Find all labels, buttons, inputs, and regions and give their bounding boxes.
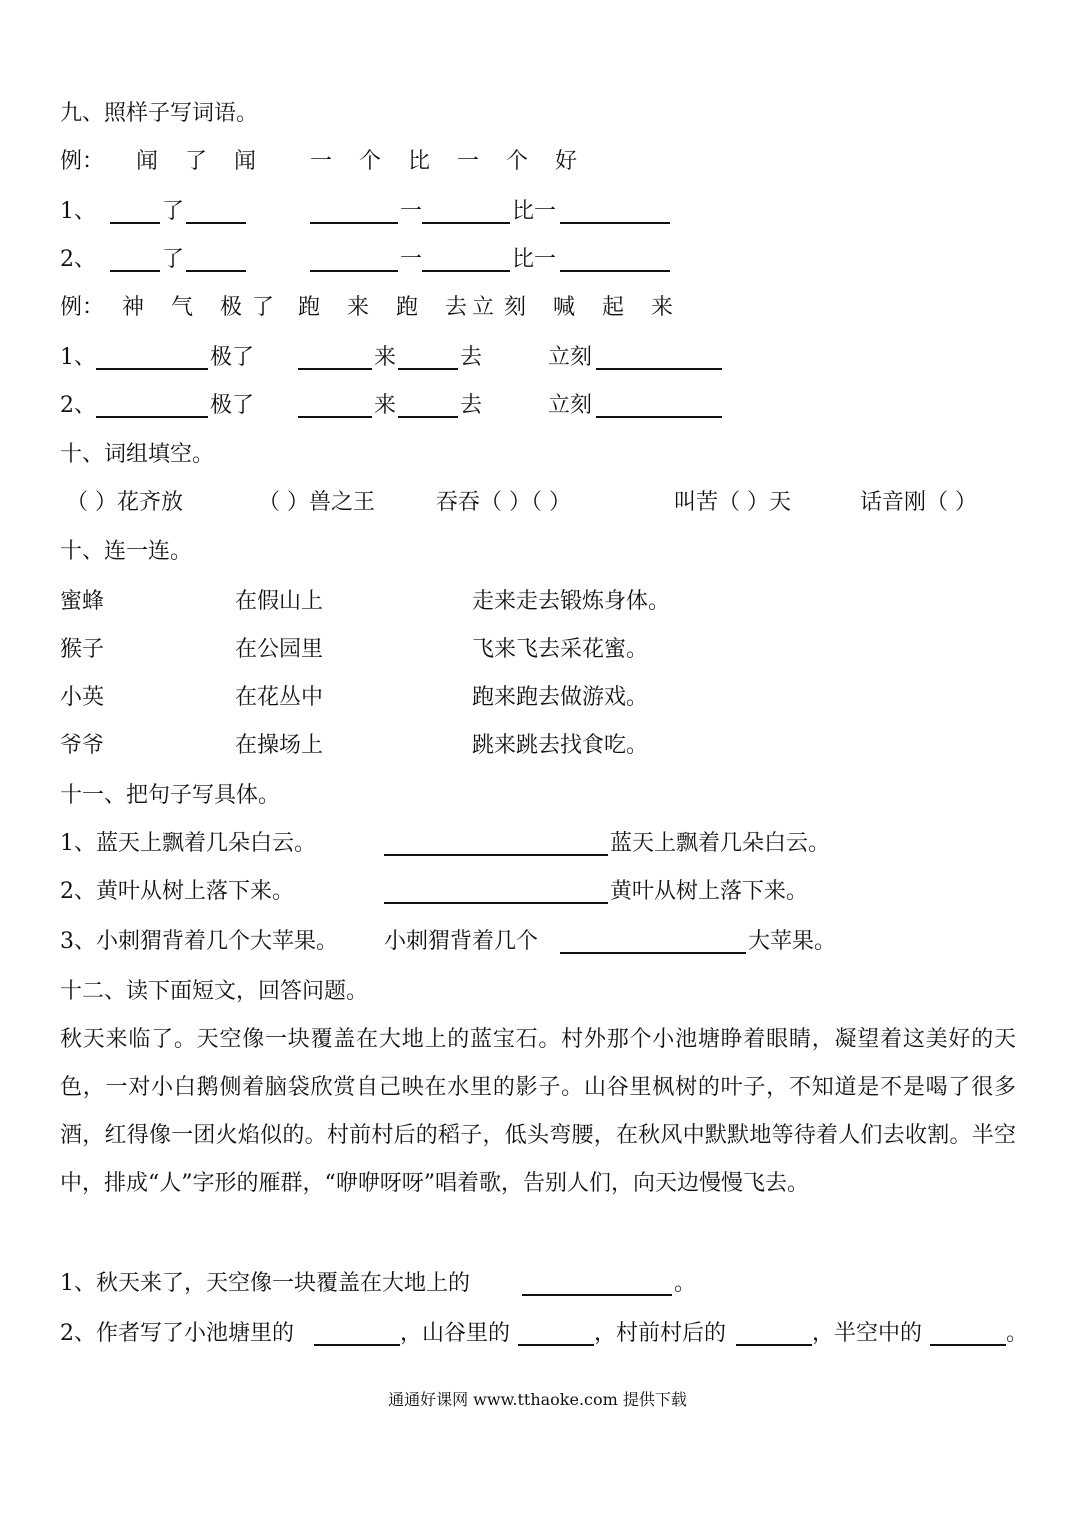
section-10-title: 十、词组填空。	[60, 442, 215, 467]
idiom-item[interactable]: （ ）兽之王	[258, 490, 375, 515]
match-subject[interactable]: 爷爷	[60, 733, 105, 758]
answer-blank[interactable]	[398, 396, 458, 418]
answer-blank[interactable]	[422, 202, 510, 224]
fixed-char: 极了	[210, 393, 255, 418]
match-place[interactable]: 在假山上	[235, 589, 324, 614]
row-number: 1、	[60, 199, 96, 224]
footer-credit: 通通好课网 www.tthaoke.com 提供下载	[388, 1390, 687, 1409]
row-number: 2、	[60, 393, 96, 418]
sentence: 黄叶从树上落下来。	[610, 879, 809, 904]
idiom-item[interactable]: 吞吞（ ）（ ）	[436, 490, 571, 515]
sentence: 2、黄叶从树上落下来。	[60, 879, 294, 904]
answer-blank[interactable]	[384, 834, 608, 856]
answer-blank[interactable]	[560, 202, 670, 224]
row-number: 2、	[60, 247, 96, 272]
match-action[interactable]: 跑来跑去做游戏。	[472, 685, 649, 710]
example-label: 例：	[60, 149, 105, 174]
idiom-item[interactable]: 话音刚（ ）	[860, 490, 977, 515]
question-text: ，半空中的	[812, 1321, 923, 1346]
sentence: 1、蓝天上飘着几朵白云。	[60, 831, 316, 856]
section-9-title: 九、照样子写词语。	[60, 101, 259, 126]
match-action[interactable]: 走来走去锻炼身体。	[472, 589, 671, 614]
answer-blank[interactable]	[298, 348, 372, 370]
match-action[interactable]: 跳来跳去找食吃。	[472, 733, 649, 758]
match-place[interactable]: 在公园里	[235, 637, 324, 662]
fixed-char: 比一	[512, 247, 557, 272]
fixed-char: 立刻	[548, 345, 593, 370]
fixed-char: 来	[374, 393, 397, 418]
answer-blank[interactable]	[110, 250, 160, 272]
match-place[interactable]: 在操场上	[235, 733, 324, 758]
idiom-item[interactable]: 叫苦（ ）天	[674, 490, 791, 515]
answer-blank[interactable]	[930, 1324, 1006, 1346]
answer-blank[interactable]	[398, 348, 458, 370]
sentence: 3、小刺猬背着几个大苹果。	[60, 929, 338, 954]
row-number: 1、	[60, 345, 96, 370]
answer-blank[interactable]	[736, 1324, 812, 1346]
question-text: ，村前村后的	[594, 1321, 727, 1346]
example-word: 神 气 极了	[122, 295, 284, 320]
fixed-char: 了	[162, 247, 185, 272]
fixed-char: 一	[400, 247, 423, 272]
reading-passage: 秋天来临了。天空像一块覆盖在大地上的蓝宝石。村外那个小池塘睁着眼睛，凝望着这美好的天色，一对小白鹅侧着脑袋欣赏自己映在水里的影子。山谷里枫树的叶子，不知道是不是喝了很多酒，红得像一团火焰似的。村前村后的稻子，低头弯腰，在秋风中默默地等待着人们去收割。半空中，排成“人”字形的雁群，“咿咿呀呀”唱着歌，告别人们，向天边慢慢飞去。	[60, 1027, 1016, 1196]
fixed-char: 比一	[512, 199, 557, 224]
section-11-title: 十一、把句子写具体。	[60, 783, 281, 808]
answer-blank[interactable]	[560, 250, 670, 272]
question-text: ，山谷里的	[400, 1321, 511, 1346]
fixed-char: 了	[162, 199, 185, 224]
answer-blank[interactable]	[560, 932, 746, 954]
answer-blank[interactable]	[596, 348, 722, 370]
question-text: 。	[1006, 1321, 1029, 1346]
question-text: 1、秋天来了，天空像一块覆盖在大地上的	[60, 1271, 470, 1296]
idiom-item[interactable]: （ ）花齐放	[66, 490, 183, 515]
fixed-char: 来	[374, 345, 397, 370]
sentence: 大苹果。	[748, 929, 837, 954]
match-subject[interactable]: 猴子	[60, 637, 105, 662]
answer-blank[interactable]	[110, 202, 160, 224]
question-text: 2、作者写了小池塘里的	[60, 1321, 294, 1346]
fixed-char: 立刻	[548, 393, 593, 418]
example-label: 例：	[60, 295, 105, 320]
answer-blank[interactable]	[522, 1274, 672, 1296]
answer-blank[interactable]	[298, 396, 372, 418]
answer-blank[interactable]	[96, 396, 208, 418]
fixed-char: 一	[400, 199, 423, 224]
sentence: 蓝天上飘着几朵白云。	[610, 831, 831, 856]
section-match-title: 十、连一连。	[60, 539, 193, 564]
fixed-char: 去	[460, 345, 483, 370]
answer-blank[interactable]	[422, 250, 510, 272]
answer-blank[interactable]	[384, 882, 608, 904]
example-word: 闻 了 闻	[136, 149, 266, 174]
match-place[interactable]: 在花丛中	[235, 685, 324, 710]
answer-blank[interactable]	[186, 250, 246, 272]
example-word: 跑 来 跑 去	[298, 295, 477, 320]
question-text: 。	[674, 1271, 697, 1296]
match-subject[interactable]: 小英	[60, 685, 105, 710]
fixed-char: 去	[460, 393, 483, 418]
fixed-char: 极了	[210, 345, 255, 370]
example-word: 一 个 比 一 个 好	[310, 149, 587, 174]
answer-blank[interactable]	[186, 202, 246, 224]
answer-blank[interactable]	[310, 202, 398, 224]
answer-blank[interactable]	[310, 250, 398, 272]
sentence: 小刺猬背着几个	[384, 929, 539, 954]
answer-blank[interactable]	[96, 348, 208, 370]
section-12-title: 十二、读下面短文，回答问题。	[60, 979, 369, 1004]
answer-blank[interactable]	[518, 1324, 594, 1346]
example-word: 立刻 喊 起 来	[472, 295, 683, 320]
match-action[interactable]: 飞来飞去采花蜜。	[472, 637, 649, 662]
answer-blank[interactable]	[314, 1324, 400, 1346]
match-subject[interactable]: 蜜蜂	[60, 589, 105, 614]
answer-blank[interactable]	[596, 396, 722, 418]
